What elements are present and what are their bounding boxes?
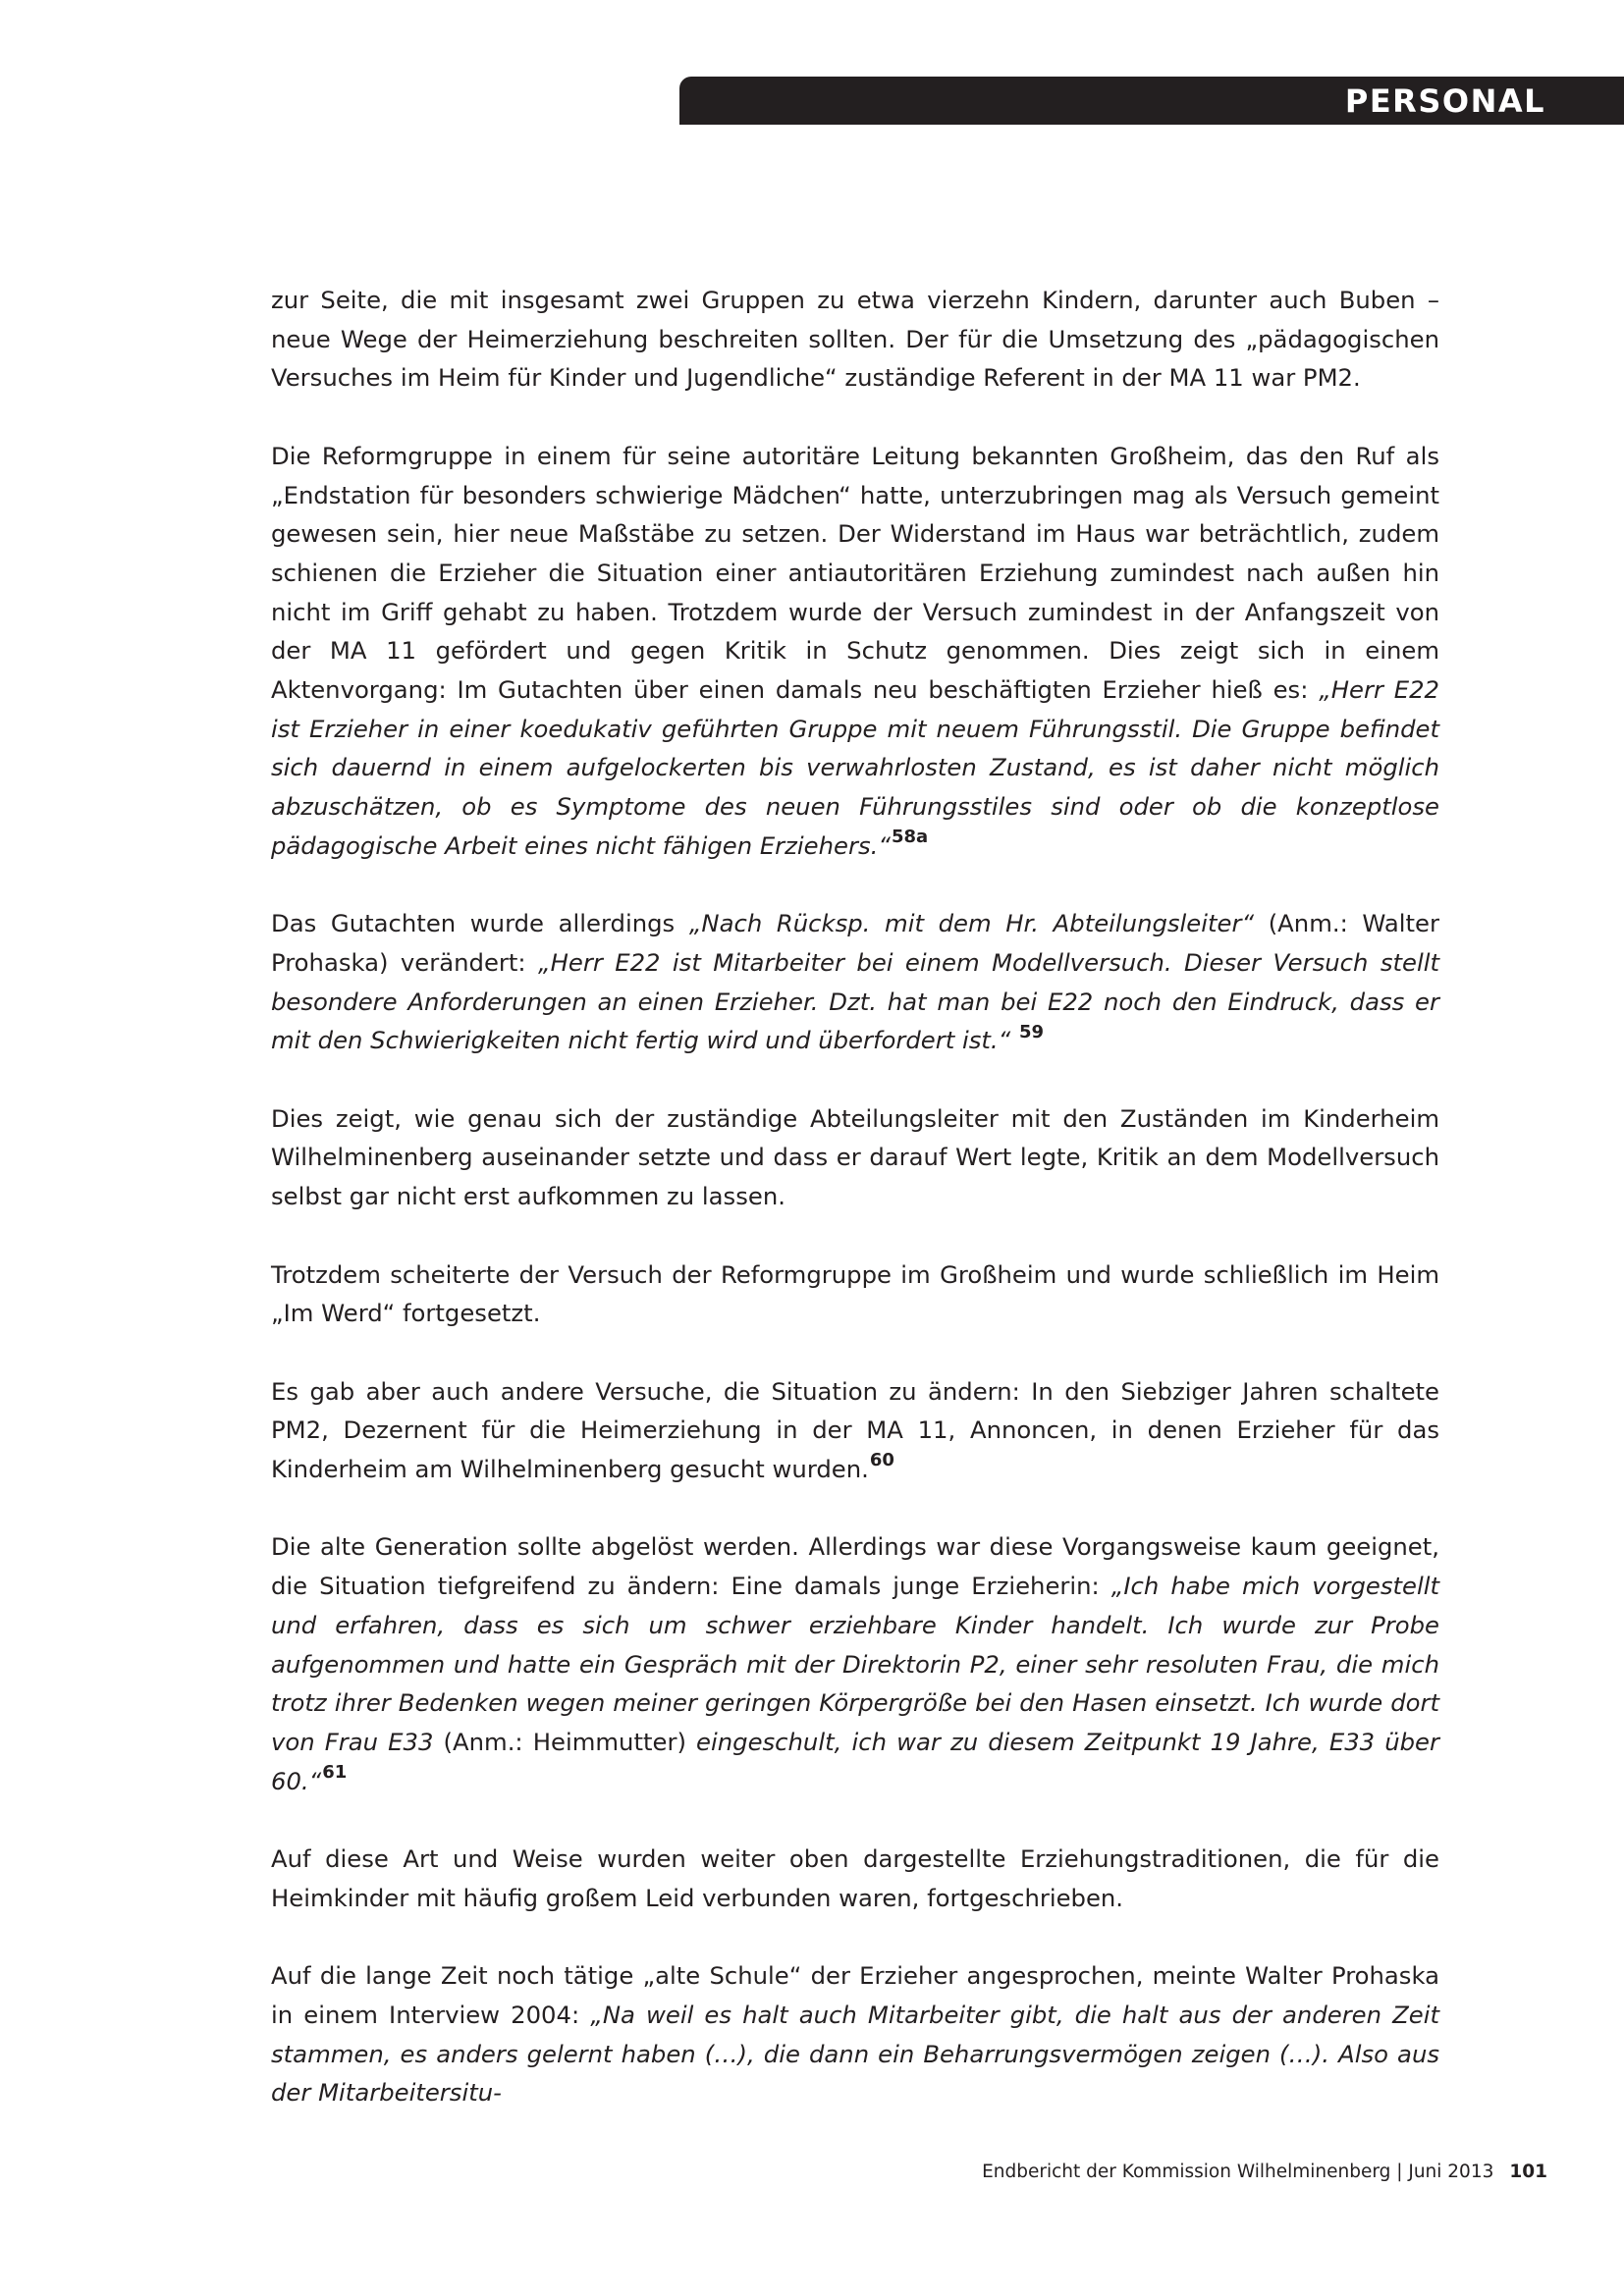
paragraph-text: Das Gutachten wurde allerdings (271, 909, 689, 938)
paragraph-text: Es gab aber auch andere Versuche, die Situation zu ändern: In den Siebziger Jahren schaltete PM2, Dezernent für die Heimerziehung in der MA 11, Annoncen, in denen Erzieher für das Kinderheim am Wilhelminenberg gesucht wurden. (271, 1376, 1439, 1484)
paragraph-text: Auf die lange Zeit noch tätige „alte Schule“ der Erzieher angesprochen, meinte Walter Prohaska in einem Interview 2004: (271, 1961, 1439, 2029)
paragraph-text: Trotzdem scheiterte der Versuch der Reformgruppe im Großheim und wurde schließlich im Heim „Im Werd“ fortgesetzt. (271, 1259, 1439, 1328)
quoted-text: „Herr E22 ist Mitarbeiter bei einem Modellversuch. Dieser Versuch stellt besondere Anforderungen an einen Erzieher. Dzt. hat man bei E22 noch den Eindruck, dass er mit den Schwierigkeiten nicht fertig wird und überfordert ist.“ (271, 947, 1439, 1055)
paragraph-6 (271, 1372, 1439, 1489)
paragraph-2 (271, 437, 1439, 866)
footnote-reference: 58a (891, 827, 929, 848)
paragraph-8 (271, 1840, 1439, 1917)
section-header-tab (679, 77, 1624, 125)
body-text (271, 281, 1439, 2112)
footer-publication-title: Endbericht der Kommission Wilhelminenberg | Juni 2013 (982, 2162, 1494, 2182)
paragraph-7 (271, 1527, 1439, 1800)
quoted-text: „Ich habe mich vorgestellt und erfahren, dass es sich um schwer erziehbare Kinder handelt. Ich wurde zur Probe aufgenommen und hatte ein Gespräch mit der Direktorin P2, einer sehr resoluten Frau, die mich trotz ihrer Bedenken wegen meiner geringen Körpergröße bei den Hasen einsetzt. Ich wurde dort von Frau E33 (271, 1572, 1439, 1756)
paragraph-text: (Anm.: Heimmutter) (433, 1727, 697, 1756)
quoted-text: „Nach Rücksp. mit dem Hr. Abteilungsleiter“ (688, 909, 1255, 938)
paragraph-text: Auf diese Art und Weise wurden weiter oben dargestellte Erziehungstraditionen, die für die Heimkinder mit häufig großem Leid verbunden waren, fortgeschrieben. (271, 1844, 1439, 1912)
paragraph-4 (271, 1099, 1439, 1216)
footnote-reference: 60 (869, 1450, 894, 1471)
quoted-text: „Na weil es halt auch Mitarbeiter gibt, die halt aus der anderen Zeit stammen, es anders gelernt haben (…), die dann ein Beharrungsvermögen zeigen (…). Also aus der Mitarbeitersitu- (271, 2000, 1439, 2108)
paragraph-1 (271, 281, 1439, 398)
quoted-text: „Herr E22 ist Erzieher in einer koedukativ geführten Gruppe mit neuem Führungsstil. Die Gruppe befindet sich dauernd in einem aufgelockerten bis verwahrlosten Zustand, es ist daher nicht möglich abzuschätzen, ob es Symptome des neuen Führungsstiles sind oder ob die konzeptlose pädagogische Arbeit eines nicht fähigen Erziehers.“ (271, 675, 1440, 860)
page-number: 101 (1509, 2162, 1547, 2182)
paragraph-text: (Anm.: Walter Prohaska) verändert: (271, 909, 1439, 977)
paragraph-3 (271, 904, 1439, 1060)
paragraph-9 (271, 1956, 1439, 2112)
footnote-reference: 61 (322, 1761, 348, 1783)
section-title: PERSONAL (1344, 82, 1545, 120)
paragraph-5 (271, 1255, 1439, 1333)
page-footer (982, 2160, 1547, 2185)
footnote-reference: 59 (1018, 1021, 1045, 1042)
paragraph-text (1010, 1026, 1018, 1054)
paragraph-text: Die Reformgruppe in einem für seine autoritäre Leitung bekannten Großheim, das den Ruf als „Endstation für besonders schwierige Mädchen“ hatte, unterzubringen mag als Versuch gemeint gewesen sein, hier neue Maßstäbe zu setzen. Der Widerstand im Haus war beträchtlich, zudem schienen die Erzieher die Situation einer antiautoritären Erziehung zumindest nach außen hin nicht im Griff gehabt zu haben. Trotzdem wurde der Versuch zumindest in der Anfangszeit von der MA 11 gefördert und gegen Kritik in Schutz genommen. Dies zeigt sich in einem Aktenvorgang: Im Gutachten über einen damals neu beschäftigten Erzieher hieß es: (271, 441, 1439, 705)
paragraph-text: zur Seite, die mit insgesamt zwei Gruppen zu etwa vierzehn Kindern, darunter auch Buben – neue Wege der Heimerziehung beschreiten sollten. Der für die Umsetzung des „pädagogischen Versuches im Heim für Kinder und Jugendliche“ zuständige Referent in der MA 11 war PM2. (271, 286, 1439, 393)
quoted-text: eingeschult, ich war zu diesem Zeitpunkt 19 Jahre, E33 über 60.“ (271, 1727, 1439, 1795)
paragraph-text: Die alte Generation sollte abgelöst werden. Allerdings war diese Vorgangsweise kaum geeignet, die Situation tiefgreifend zu ändern: Eine damals junge Erzieherin: (271, 1532, 1439, 1601)
paragraph-text: Dies zeigt, wie genau sich der zuständige Abteilungsleiter mit den Zuständen im Kinderheim Wilhelminenberg auseinander setzte und dass er darauf Wert legte, Kritik an dem Modellversuch selbst gar nicht erst aufkommen zu lassen. (271, 1103, 1439, 1211)
